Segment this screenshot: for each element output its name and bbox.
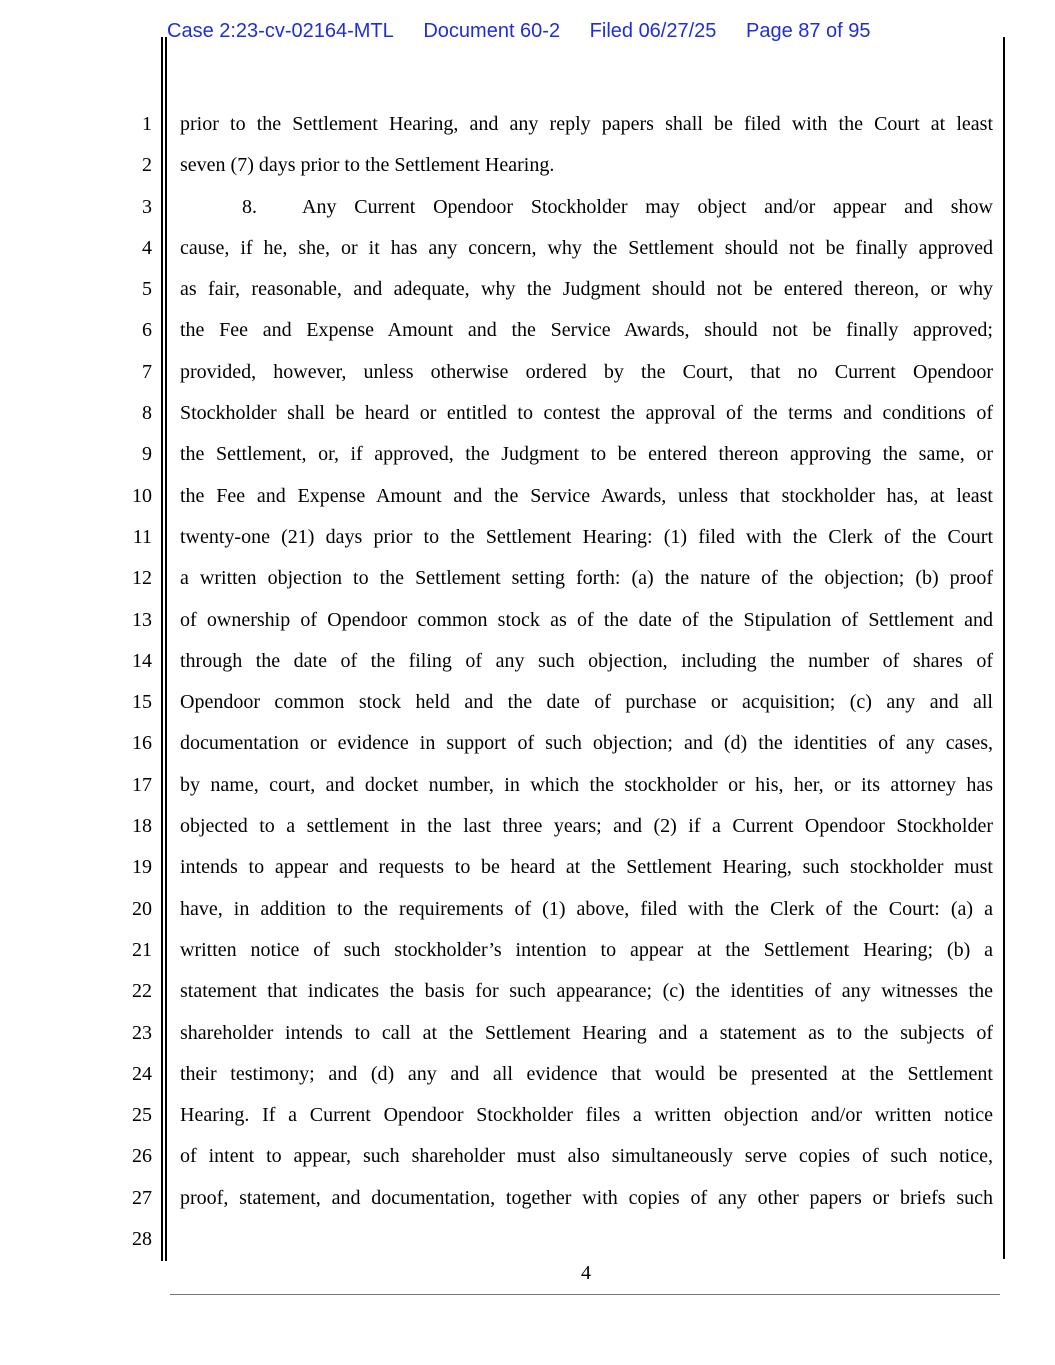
line-number: 19: [132, 856, 152, 879]
text-line: intends to appear and requests to be heard at the Settlement Hearing, such stockholder must: [180, 856, 993, 879]
line-number: 4: [142, 236, 152, 259]
line-number: 8: [142, 402, 152, 425]
line-number: 17: [132, 773, 152, 796]
line-number: 20: [132, 897, 152, 920]
text-line: the Fee and Expense Amount and the Service Awards, should not be finally approved;: [180, 319, 993, 342]
text-line: prior to the Settlement Hearing, and any reply papers shall be filed with the Court at least: [180, 113, 993, 135]
line-number: 13: [132, 608, 152, 631]
text-line: have, in addition to the requirements of (1) above, filed with the Clerk of the Court: (a) a: [180, 897, 993, 920]
text-line: proof, statement, and documentation, together with copies of any other papers or briefs such: [180, 1186, 993, 1209]
line-number: 2: [142, 154, 152, 177]
line-number: 9: [142, 443, 152, 466]
text-line: shareholder intends to call at the Settlement Hearing and a statement as to the subjects of: [180, 1021, 993, 1044]
text-line: Hearing. If a Current Opendoor Stockholder files a written objection and/or written notice: [180, 1104, 993, 1127]
text-line: of intent to appear, such shareholder must also simultaneously serve copies of such notice,: [180, 1145, 993, 1168]
line-number: 11: [132, 525, 152, 548]
line-number: 14: [132, 649, 152, 672]
line-number: 26: [132, 1145, 152, 1168]
line-number: 21: [132, 938, 152, 961]
left-margin-rule: [161, 37, 163, 1261]
text-line: Opendoor common stock held and the date of purchase or acquisition; (c) any and all: [180, 691, 993, 714]
text-line-content: Any Current Opendoor Stockholder may object and/or appear and show: [302, 195, 993, 218]
document-body: [180, 104, 993, 1219]
text-line: by name, court, and docket number, in which the stockholder or his, her, or its attorney has: [180, 773, 993, 796]
line-number: 10: [132, 484, 152, 507]
document-number: Document 60-2: [423, 20, 561, 42]
line-number: 6: [142, 319, 152, 342]
paragraph-number: 8.: [242, 195, 257, 218]
text-line: twenty-one (21) days prior to the Settlement Hearing: (1) filed with the Clerk of the Court: [180, 525, 993, 548]
line-number: 16: [132, 732, 152, 755]
line-number: 18: [132, 815, 152, 838]
line-number: 28: [132, 1228, 152, 1251]
text-line: their testimony; and (d) any and all evidence that would be presented at the Settlement: [180, 1062, 993, 1085]
paragraph-start-line: [180, 187, 993, 228]
text-line: of ownership of Opendoor common stock as of the date of the Stipulation of Settlement and: [180, 608, 993, 631]
line-number: 7: [142, 360, 152, 383]
text-line: documentation or evidence in support of such objection; and (d) the identities of any cases,: [180, 732, 993, 755]
text-line: a written objection to the Settlement setting forth: (a) the nature of the objection; (b) proof: [180, 567, 993, 590]
left-margin-rule-inner: [165, 37, 167, 1261]
filed-date: Filed 06/27/25: [589, 20, 717, 42]
text-line: written notice of such stockholder’s intention to appear at the Settlement Hearing; (b) a: [180, 938, 993, 961]
line-number: 25: [132, 1104, 152, 1127]
line-numbers: [110, 104, 152, 1260]
text-line: cause, if he, she, or it has any concern, why the Settlement should not be finally approved: [180, 236, 993, 259]
text-line: objected to a settlement in the last three years; and (2) if a Current Opendoor Stockholder: [180, 815, 993, 838]
case-number: Case 2:23-cv-02164-MTL: [167, 20, 394, 42]
line-number: 24: [132, 1062, 152, 1085]
text-line: Stockholder shall be heard or entitled to contest the approval of the terms and conditions of: [180, 402, 993, 425]
line-number: 1: [142, 113, 152, 135]
text-line: through the date of the filing of any such objection, including the number of shares of: [180, 649, 993, 672]
text-line: seven (7) days prior to the Settlement Hearing.: [180, 154, 555, 177]
line-number: 15: [132, 691, 152, 714]
line-number: 22: [132, 980, 152, 1003]
page-count: Page 87 of 95: [745, 20, 871, 42]
court-filing-header: [167, 20, 895, 43]
footer-rule: [170, 1294, 1000, 1295]
text-line: provided, however, unless otherwise ordered by the Court, that no Current Opendoor: [180, 360, 993, 383]
line-number: 5: [142, 278, 152, 301]
text-line: statement that indicates the basis for such appearance; (c) the identities of any witnesses the: [180, 980, 993, 1003]
text-line: the Fee and Expense Amount and the Service Awards, unless that stockholder has, at least: [180, 484, 993, 507]
page-number: 4: [581, 1262, 591, 1284]
line-number: 3: [142, 195, 152, 218]
text-line: as fair, reasonable, and adequate, why the Judgment should not be entered thereon, or why: [180, 278, 993, 301]
line-number: 23: [132, 1021, 152, 1044]
line-number: 12: [132, 567, 152, 590]
line-number: 27: [132, 1186, 152, 1209]
right-margin-rule: [1003, 37, 1005, 1259]
text-line: the Settlement, or, if approved, the Judgment to be entered thereon approving the same, or: [180, 443, 993, 466]
